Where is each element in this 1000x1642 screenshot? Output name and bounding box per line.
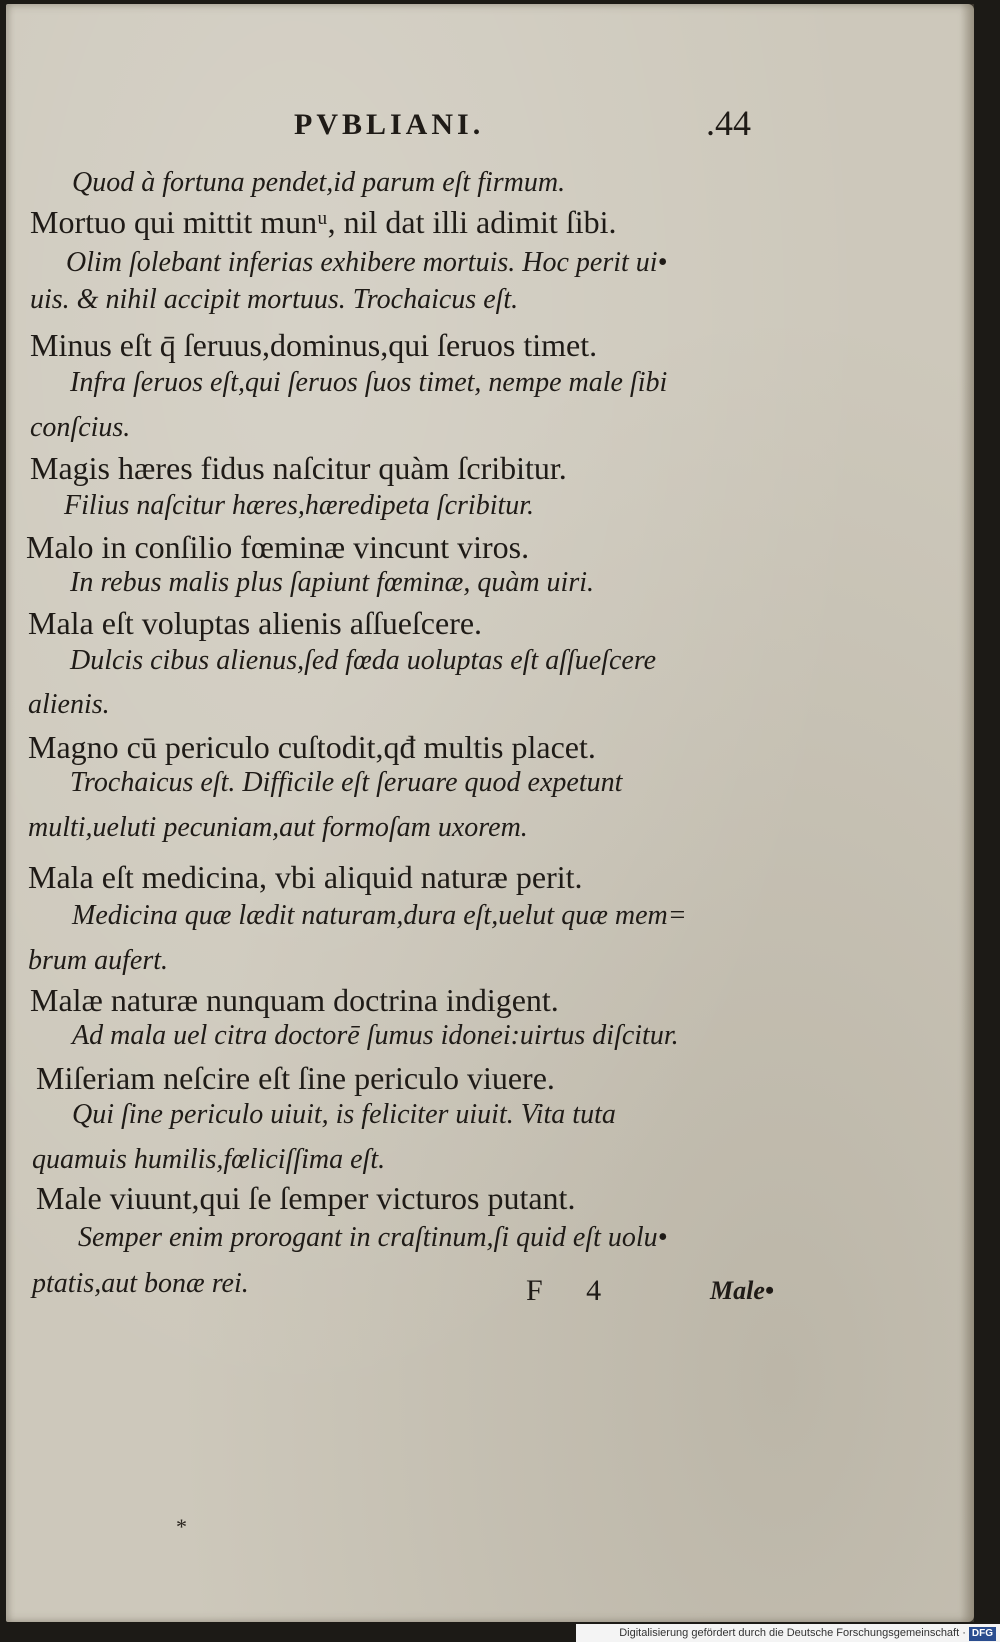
text-line: uis. & nihil accipit mortuus. Trochaicus eſt.	[30, 284, 519, 315]
running-title: PVBLIANI.	[294, 108, 485, 141]
text-line: In rebus malis plus ſapiunt fœminæ, quàm uiri.	[70, 567, 595, 598]
text-line: Magno cū periculo cuſtodit,qđ multis placet.	[28, 729, 596, 765]
asterisk-ornament: *	[176, 1514, 187, 1539]
text-line: Medicina quæ lædit naturam,dura eſt,uelut quæ mem=	[72, 900, 687, 931]
text-line: Dulcis cibus alienus,ſed fœda uoluptas eſt aſſueſcere	[70, 645, 657, 676]
text-line: Mala eſt voluptas alienis aſſueſcere.	[28, 605, 483, 641]
text-line: conſcius.	[30, 412, 131, 443]
text-line: Miſeriam neſcire eſt ſine periculo viuere.	[36, 1060, 555, 1096]
page-edge-shadow	[960, 4, 974, 1622]
book-page	[6, 4, 974, 1622]
page-number: .44	[706, 103, 751, 143]
dfg-logo-icon: DFG	[969, 1627, 996, 1641]
text-line: Magis hæres fidus naſcitur quàm ſcribitur.	[30, 450, 567, 486]
text-line: Semper enim prorogant in craſtinum,ſi quid eſt uolu•	[78, 1222, 668, 1253]
text-line: Malo in conſilio fœminæ vincunt viros.	[26, 529, 530, 565]
text-line: Quod à fortuna pendet,id parum eſt firmum.	[72, 167, 566, 198]
text-line: alienis.	[28, 689, 110, 720]
text-line: brum aufert.	[28, 945, 168, 976]
signature-mark: F 4	[526, 1274, 620, 1307]
text-line: Trochaicus eſt. Difficile eſt ſeruare quod expetunt	[70, 767, 623, 798]
text-line: Infra ſeruos eſt,qui ſeruos ſuos timet, nempe male ſibi	[70, 367, 668, 398]
text-line: Mortuo qui mittit munᵘ, nil dat illi adimit ſibi.	[30, 204, 617, 240]
text-line: multi,ueluti pecuniam,aut formoſam uxorem.	[28, 812, 528, 843]
catchword: Male•	[710, 1276, 774, 1305]
digitization-credit	[576, 1624, 1000, 1642]
page-header	[6, 103, 974, 148]
text-line: Olim ſolebant inferias exhibere mortuis. Hoc perit ui•	[66, 247, 668, 278]
text-line: quamuis humilis,fœliciſſima eſt.	[32, 1144, 386, 1175]
text-line: Male viuunt,qui ſe ſemper victuros putant.	[36, 1180, 576, 1216]
text-line: Minus eſt q̄ ſeruus,dominus,qui ſeruos timet.	[30, 327, 598, 363]
text-line: Mala eſt medicina, vbi aliquid naturæ perit.	[28, 859, 583, 895]
text-line: Ad mala uel citra doctorē ſumus idonei:uirtus diſcitur.	[72, 1020, 679, 1051]
text-line: Malæ naturæ nunquam doctrina indigent.	[30, 982, 559, 1018]
text-line: Qui ſine periculo uiuit, is feliciter uiuit. Vita tuta	[72, 1099, 616, 1130]
text-line: Filius naſcitur hæres,hæredipeta ſcribitur.	[64, 490, 535, 521]
credit-text: Digitalisierung gefördert durch die Deutsche Forschungsgemeinschaft ·	[619, 1627, 966, 1639]
text-line: ptatis,aut bonæ rei.	[32, 1268, 249, 1299]
